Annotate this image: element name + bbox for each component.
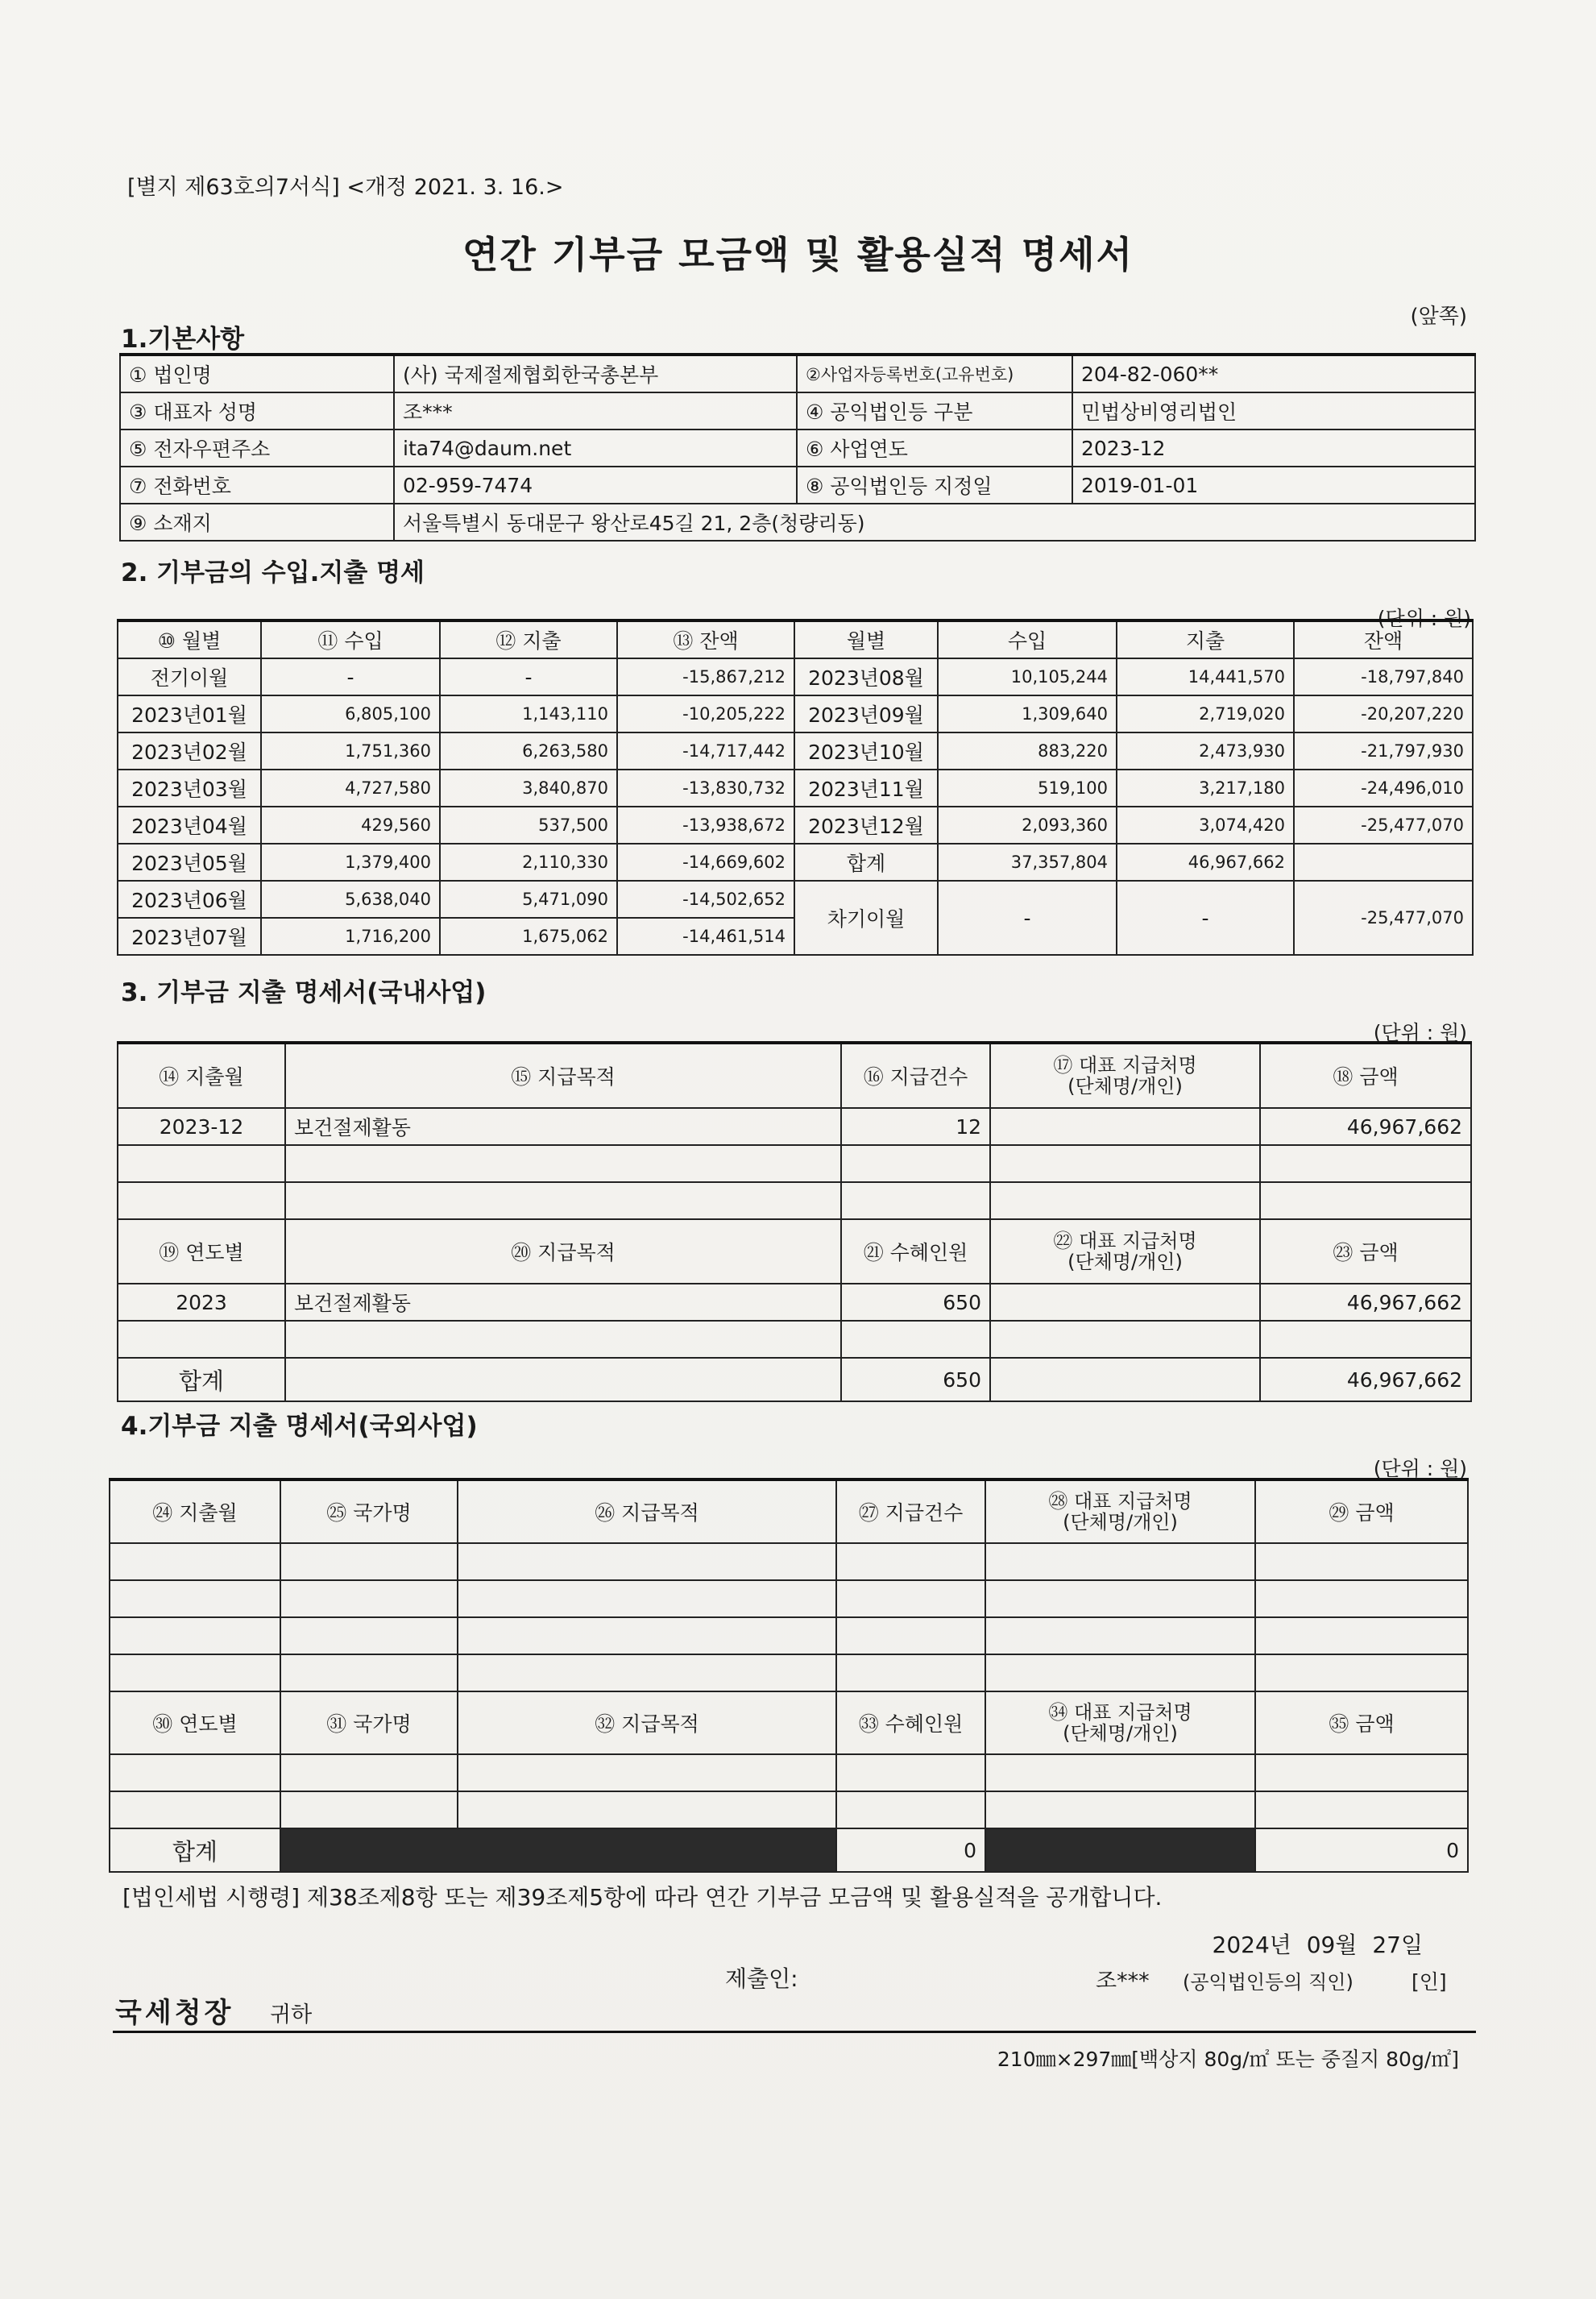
section-basic-title: 1.기본사항 — [121, 325, 245, 354]
income-cell: 2,093,360 — [938, 807, 1117, 844]
submitter-label: 제출인: — [725, 1965, 798, 1992]
country-header-2: ㉛ 국가명 — [280, 1691, 458, 1754]
country-header: ㉕ 국가명 — [280, 1479, 458, 1543]
expense-cell: 1,675,062 — [440, 918, 617, 955]
recipient-header-2-line2: (단체명/개인) — [1067, 1251, 1183, 1273]
domestic-total-row — [118, 1358, 1471, 1401]
corp-name-value: (사) 국제절제협회한국총본부 — [394, 355, 797, 392]
year-header: ⑲ 연도별 — [118, 1219, 285, 1284]
table-row — [118, 1284, 1471, 1321]
foreign-header-row-2 — [110, 1691, 1468, 1754]
income-cell: 429,560 — [261, 807, 440, 844]
beneficiaries-cell: 650 — [841, 1284, 990, 1321]
domestic-total-label: 합계 — [118, 1358, 285, 1401]
income-cell: 4,727,580 — [261, 770, 440, 807]
phone-label: ⑦ 전화번호 — [120, 467, 394, 504]
purpose-cell: 보건절제활동 — [285, 1284, 841, 1321]
balance-cell: -18,797,840 — [1294, 658, 1473, 695]
income-cell: 1,379,400 — [261, 844, 440, 881]
income-cell: 5,638,040 — [261, 881, 440, 918]
month-cell: 2023년05월 — [118, 844, 261, 881]
balance-cell: -21,797,930 — [1294, 732, 1473, 770]
domestic-total-amount: 46,967,662 — [1260, 1358, 1471, 1401]
balance-cell: -13,830,732 — [617, 770, 794, 807]
fiscal-year-value: 2023-12 — [1072, 430, 1475, 467]
domestic-total-beneficiaries: 650 — [841, 1358, 990, 1401]
designation-date-label: ⑧ 공익법인등 지정일 — [797, 467, 1072, 504]
paper-spec: 210㎜×297㎜[백상지 80g/㎡ 또는 중질지 80g/㎡] — [997, 2048, 1459, 2071]
month-cell: 2023년10월 — [794, 732, 938, 770]
purpose-header: ⑮ 지급목적 — [285, 1043, 841, 1108]
expense-total-cell: 46,967,662 — [1117, 844, 1294, 881]
expense-month-header: ⑭ 지출월 — [118, 1043, 285, 1108]
foreign-total-count: 0 — [836, 1828, 985, 1872]
col-month-header: ⑩ 월별 — [118, 620, 261, 658]
foreign-amount-header: ㉙ 금액 — [1255, 1479, 1468, 1543]
balance-cell: -14,502,652 — [617, 881, 794, 918]
biz-number-label: ②사업자등록번호(고유번호) — [797, 355, 1072, 392]
recipient-header — [990, 1043, 1260, 1108]
expense-cell: 14,441,570 — [1117, 658, 1294, 695]
basic-row — [120, 504, 1475, 541]
section-income-title: 2. 기부금의 수입.지출 명세 — [121, 558, 425, 587]
submission-date: 2024년 09월 27일 — [1212, 1932, 1423, 1958]
balance-cell: -24,496,010 — [1294, 770, 1473, 807]
amount-cell: 46,967,662 — [1260, 1284, 1471, 1321]
foreign-unit: (단위 : 원) — [1373, 1457, 1467, 1480]
col-income-header: ⑪ 수입 — [261, 620, 440, 658]
balance-cell: -15,867,212 — [617, 658, 794, 695]
carry-over-label: 차기이월 — [794, 881, 938, 955]
balance-cell: -20,207,220 — [1294, 695, 1473, 732]
col-month-header-2: 월별 — [794, 620, 938, 658]
basic-row — [120, 392, 1475, 430]
foreign-purpose-header: ㉖ 지급목적 — [458, 1479, 836, 1543]
form-identifier: [별지 제63호의7서식] <개정 2021. 3. 16.> — [127, 175, 564, 200]
domestic-header-row-2 — [118, 1219, 1471, 1284]
address-value: 서울특별시 동대문구 왕산로45길 21, 2층(청량리동) — [394, 504, 1475, 541]
month-cell: 2023년06월 — [118, 881, 261, 918]
col-expense-header: ⑫ 지출 — [440, 620, 617, 658]
carry-over-income: - — [938, 881, 1117, 955]
income-total-cell: 37,357,804 — [938, 844, 1117, 881]
honorific: 귀하 — [270, 2002, 313, 2027]
balance-cell: -13,938,672 — [617, 807, 794, 844]
table-row — [110, 1791, 1468, 1828]
recipient-header-2 — [990, 1219, 1260, 1284]
foreign-total-amount: 0 — [1255, 1828, 1468, 1872]
basic-row — [120, 430, 1475, 467]
foreign-purpose-header-2: ㉜ 지급목적 — [458, 1691, 836, 1754]
income-cell: 6,805,100 — [261, 695, 440, 732]
expense-cell: 2,110,330 — [440, 844, 617, 881]
expense-cell: 2,719,020 — [1117, 695, 1294, 732]
basic-row — [120, 467, 1475, 504]
legal-notice: [법인세법 시행령] 제38조제8항 또는 제39조제5항에 따라 연간 기부금 모금액 및 활용실적을 공개합니다. — [122, 1884, 1163, 1911]
seal-label: [인] — [1412, 1970, 1447, 1994]
foreign-recipient-header-line2: (단체명/개인) — [1063, 1511, 1178, 1533]
income-expense-table — [117, 619, 1474, 956]
month-cell: 2023년03월 — [118, 770, 261, 807]
table-row — [110, 1654, 1468, 1691]
foreign-count-header: ㉗ 지급건수 — [836, 1479, 985, 1543]
amount-cell: 46,967,662 — [1260, 1108, 1471, 1145]
table-row — [118, 844, 1473, 881]
recipient-cell — [990, 1284, 1260, 1321]
foreign-amount-header-2: ㉟ 금액 — [1255, 1691, 1468, 1754]
divider — [113, 2031, 1476, 2033]
month-cell: 2023년01월 — [118, 695, 261, 732]
table-row — [118, 881, 1473, 918]
biz-number-value: 204-82-060** — [1072, 355, 1475, 392]
table-row — [118, 1321, 1471, 1358]
income-cell: - — [261, 658, 440, 695]
foreign-recipient-header-2 — [985, 1691, 1255, 1754]
expense-cell: 3,840,870 — [440, 770, 617, 807]
expense-cell: 3,074,420 — [1117, 807, 1294, 844]
income-cell: 519,100 — [938, 770, 1117, 807]
corp-name-label: ① 법인명 — [120, 355, 394, 392]
foreign-header-row — [110, 1479, 1468, 1543]
submitter-name: 조*** — [1096, 1969, 1150, 1994]
income-cell: 1,309,640 — [938, 695, 1117, 732]
domestic-expense-table — [117, 1041, 1472, 1402]
recipient-header-line2: (단체명/개인) — [1067, 1075, 1183, 1098]
table-row — [110, 1617, 1468, 1654]
foreign-expense-table — [109, 1478, 1469, 1873]
table-row — [118, 770, 1473, 807]
phone-value: 02-959-7474 — [394, 467, 797, 504]
email-label: ⑤ 전자우편주소 — [120, 430, 394, 467]
balance-total-cell — [1294, 844, 1473, 881]
document-title: 연간 기부금 모금액 및 활용실적 명세서 — [462, 233, 1134, 276]
month-cell: 2023년09월 — [794, 695, 938, 732]
domestic-unit: (단위 : 원) — [1373, 1021, 1467, 1044]
representative-value: 조*** — [394, 392, 797, 430]
month-cell: 2023년08월 — [794, 658, 938, 695]
month-cell: 2023년11월 — [794, 770, 938, 807]
foreign-year-header: ㉚ 연도별 — [110, 1691, 280, 1754]
table-row — [118, 807, 1473, 844]
shaded-cell — [280, 1828, 836, 1872]
income-header-row — [118, 620, 1473, 658]
table-row — [110, 1543, 1468, 1580]
shaded-cell — [985, 1828, 1255, 1872]
foreign-total-label: 합계 — [110, 1828, 280, 1872]
table-row — [110, 1754, 1468, 1791]
purpose-cell: 보건절제활동 — [285, 1108, 841, 1145]
income-cell: 1,751,360 — [261, 732, 440, 770]
amount-header: ⑱ 금액 — [1260, 1043, 1471, 1108]
balance-cell: -14,461,514 — [617, 918, 794, 955]
expense-cell: 1,143,110 — [440, 695, 617, 732]
corp-type-value: 민법상비영리법인 — [1072, 392, 1475, 430]
table-row — [118, 1182, 1471, 1219]
income-cell: 10,105,244 — [938, 658, 1117, 695]
designation-date-value: 2019-01-01 — [1072, 467, 1475, 504]
month-cell: 전기이월 — [118, 658, 261, 695]
recipient-cell — [990, 1108, 1260, 1145]
table-row — [118, 1145, 1471, 1182]
submitter-role: (공익법인등의 직인) — [1183, 1971, 1353, 1994]
foreign-recipient-header-2-line1: ㉞ 대표 지급처명 — [1048, 1701, 1192, 1724]
col-income-header-2: 수입 — [938, 620, 1117, 658]
balance-cell: -10,205,222 — [617, 695, 794, 732]
foreign-month-header: ㉔ 지출월 — [110, 1479, 280, 1543]
month-cell: 2023년07월 — [118, 918, 261, 955]
carry-over-expense: - — [1117, 881, 1294, 955]
total-label-cell: 합계 — [794, 844, 938, 881]
address-label: ⑨ 소재지 — [120, 504, 394, 541]
beneficiaries-header: ㉑ 수혜인원 — [841, 1219, 990, 1284]
foreign-recipient-header-line1: ㉘ 대표 지급처명 — [1048, 1490, 1192, 1513]
expense-month-cell: 2023-12 — [118, 1108, 285, 1145]
foreign-total-row — [110, 1828, 1468, 1872]
table-row — [118, 732, 1473, 770]
section-domestic-title: 3. 기부금 지출 명세서(국내사업) — [121, 978, 487, 1007]
table-row — [118, 695, 1473, 732]
purpose-header-2: ⑳ 지급목적 — [285, 1219, 841, 1284]
year-cell: 2023 — [118, 1284, 285, 1321]
month-cell: 2023년04월 — [118, 807, 261, 844]
expense-cell: 2,473,930 — [1117, 732, 1294, 770]
recipient-header-line1: ⑰ 대표 지급처명 — [1053, 1054, 1197, 1077]
amount-header-2: ㉓ 금액 — [1260, 1219, 1471, 1284]
basic-info-table — [119, 353, 1476, 542]
balance-cell: -25,477,070 — [1294, 807, 1473, 844]
foreign-recipient-header — [985, 1479, 1255, 1543]
table-row — [118, 1108, 1471, 1145]
foreign-beneficiaries-header: ㉝ 수혜인원 — [836, 1691, 985, 1754]
month-cell: 2023년02월 — [118, 732, 261, 770]
representative-label: ③ 대표자 성명 — [120, 392, 394, 430]
table-row — [110, 1580, 1468, 1617]
balance-cell: -14,669,602 — [617, 844, 794, 881]
expense-cell: 6,263,580 — [440, 732, 617, 770]
expense-cell: 5,471,090 — [440, 881, 617, 918]
recipient-agency: 국세청장 — [115, 1997, 234, 2029]
month-cell: 2023년12월 — [794, 807, 938, 844]
corp-type-label: ④ 공익법인등 구분 — [797, 392, 1072, 430]
fiscal-year-label: ⑥ 사업연도 — [797, 430, 1072, 467]
foreign-recipient-header-2-line2: (단체명/개인) — [1063, 1722, 1178, 1745]
payment-count-cell: 12 — [841, 1108, 990, 1145]
recipient-header-2-line1: ㉒ 대표 지급처명 — [1053, 1230, 1197, 1252]
balance-cell: -14,717,442 — [617, 732, 794, 770]
col-expense-header-2: 지출 — [1117, 620, 1294, 658]
expense-cell: 537,500 — [440, 807, 617, 844]
income-cell: 883,220 — [938, 732, 1117, 770]
payment-count-header: ⑯ 지급건수 — [841, 1043, 990, 1108]
expense-cell: - — [440, 658, 617, 695]
expense-cell: 3,217,180 — [1117, 770, 1294, 807]
income-cell: 1,716,200 — [261, 918, 440, 955]
basic-row — [120, 355, 1475, 392]
page-side-label: (앞쪽) — [1410, 305, 1467, 329]
section-foreign-title: 4.기부금 지출 명세서(국외사업) — [121, 1412, 478, 1441]
table-row — [118, 658, 1473, 695]
email-value: ita74@daum.net — [394, 430, 797, 467]
carry-over-balance: -25,477,070 — [1294, 881, 1473, 955]
domestic-header-row — [118, 1043, 1471, 1108]
col-balance-header-2: 잔액 — [1294, 620, 1473, 658]
col-balance-header: ⑬ 잔액 — [617, 620, 794, 658]
income-unit: (단위 : 원) — [1377, 607, 1471, 630]
